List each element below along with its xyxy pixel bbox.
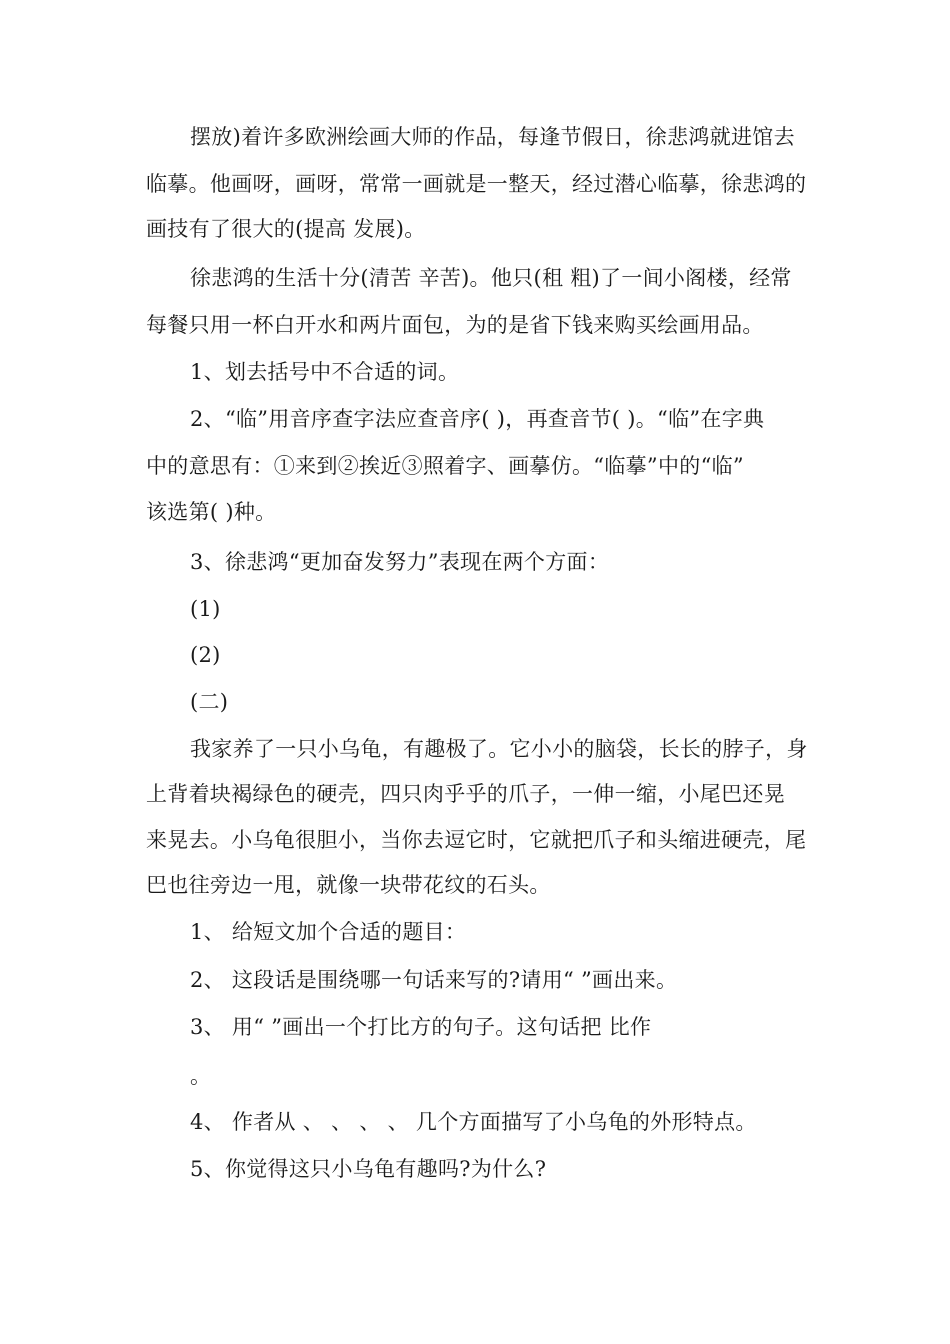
passage2-line-4: 巴也往旁边一甩，就像一块带花纹的石头。 (146, 873, 551, 897)
passage2-line-1: 我家养了一只小乌龟，有趣极了。它小小的脑袋，长长的脖子，身 (190, 737, 808, 761)
passage1-line-3: 画技有了很大的(提高 发展)。 (146, 217, 426, 241)
question2-3-line-2: 。 (190, 1064, 212, 1088)
question1-1: 1、划去括号中不合适的词。 (190, 360, 460, 384)
passage1-line-5: 每餐只用一杯白开水和两片面包，为的是省下钱来购买绘画用品。 (146, 313, 764, 337)
question2-4: 4、 作者从 、 、 、 、 几个方面描写了小乌龟的外形特点。 (190, 1110, 757, 1134)
question2-1: 1、 给短文加个合适的题目： (190, 920, 467, 944)
passage1-line-1: 摆放)着许多欧洲绘画大师的作品，每逢节假日，徐悲鸿就进馆去 (190, 125, 795, 149)
question1-3: 3、徐悲鸿“更加奋发努力”表现在两个方面： (190, 550, 610, 574)
question1-2-line-3: 该选第( )种。 (146, 500, 277, 524)
passage2-line-3: 来晃去。小乌龟很胆小，当你去逗它时，它就把爪子和头缩进硬壳，尾 (146, 828, 807, 852)
question2-3-line-1: 3、 用“ ”画出一个打比方的句子。这句话把 比作 (190, 1015, 652, 1039)
question1-3-item-1: (1) (190, 597, 221, 621)
passage2-line-2: 上背着块褐绿色的硬壳，四只肉乎乎的爪子，一伸一缩，小尾巴还晃 (146, 782, 785, 806)
question1-2-line-2: 中的意思有：①来到②挨近③照着字、画摹仿。“临摹”中的“临” (146, 454, 744, 478)
question2-5: 5、你觉得这只小乌龟有趣吗?为什么? (190, 1157, 547, 1181)
passage1-line-4: 徐悲鸿的生活十分(清苦 辛苦)。他只(租 粗)了一间小阁楼，经常 (190, 266, 792, 290)
section-2-heading: (二) (190, 690, 229, 714)
question1-2-line-1: 2、“临”用音序查字法应查音序( )，再查音节( )。“临”在字典 (190, 407, 765, 431)
question1-3-item-2: (2) (190, 643, 221, 667)
passage1-line-2: 临摹。他画呀，画呀，常常一画就是一整天，经过潜心临摹，徐悲鸿的 (146, 172, 807, 196)
question2-2: 2、 这段话是围绕哪一句话来写的?请用“ ”画出来。 (190, 968, 678, 992)
